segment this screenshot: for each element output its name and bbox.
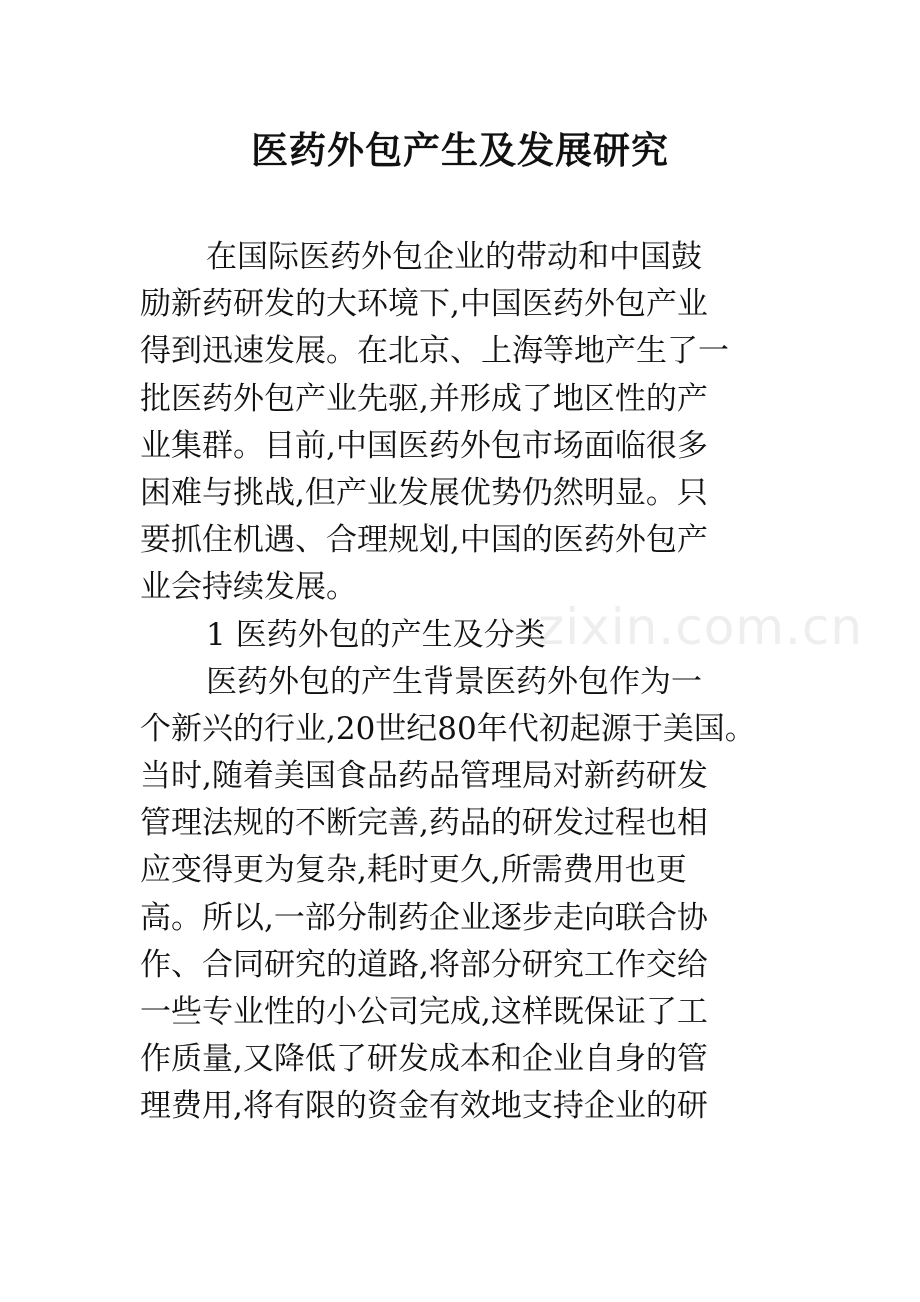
paragraph-line: 医药外包的产生背景医药外包作为一	[206, 663, 702, 700]
paragraph-line: 应变得更为复杂,耗时更久,所需费用也更	[140, 852, 687, 889]
section-heading: 1 医药外包的产生及分类	[206, 616, 546, 653]
paragraph-line: 业会持续发展。	[140, 569, 357, 606]
paragraph-line: 管理法规的不断完善,药品的研发过程也相	[140, 805, 708, 842]
paragraph-line: 当时,随着美国食品药品管理局对新药研发	[140, 758, 708, 795]
paragraph-line: 业集群。目前,中国医药外包市场面临很多	[140, 427, 708, 464]
paragraph-line: 个新兴的行业,20世纪80年代初起源于美国。	[140, 710, 756, 747]
paragraph-line: 励新药研发的大环境下,中国医药外包产业	[140, 286, 708, 323]
paragraph-line: 作质量,又降低了研发成本和企业自身的管	[140, 1041, 708, 1078]
document-title: 医药外包产生及发展研究	[251, 128, 669, 172]
paragraph-line: 理费用,将有限的资金有效地支持企业的研	[140, 1088, 708, 1125]
paragraph-line: 要抓住机遇、合理规划,中国的医药外包产	[140, 522, 708, 559]
paragraph-line: 作、合同研究的道路,将部分研究工作交给	[140, 946, 708, 983]
paragraph-line: 一些专业性的小公司完成,这样既保证了工	[140, 994, 708, 1030]
document-body	[140, 234, 810, 1131]
paragraph-line: 困难与挑战,但产业发展优势仍然明显。只	[140, 474, 708, 511]
paragraph-line: 在国际医药外包企业的带动和中国鼓	[206, 239, 702, 275]
paragraph-line: 批医药外包产业先驱,并形成了地区性的产	[140, 380, 708, 417]
paragraph-line: 得到迅速发展。在北京、上海等地产生了一	[140, 333, 729, 370]
watermark: zixin.com.cn	[538, 598, 864, 656]
paragraph-line: 高。所以,一部分制药企业逐步走向联合协	[140, 899, 708, 936]
